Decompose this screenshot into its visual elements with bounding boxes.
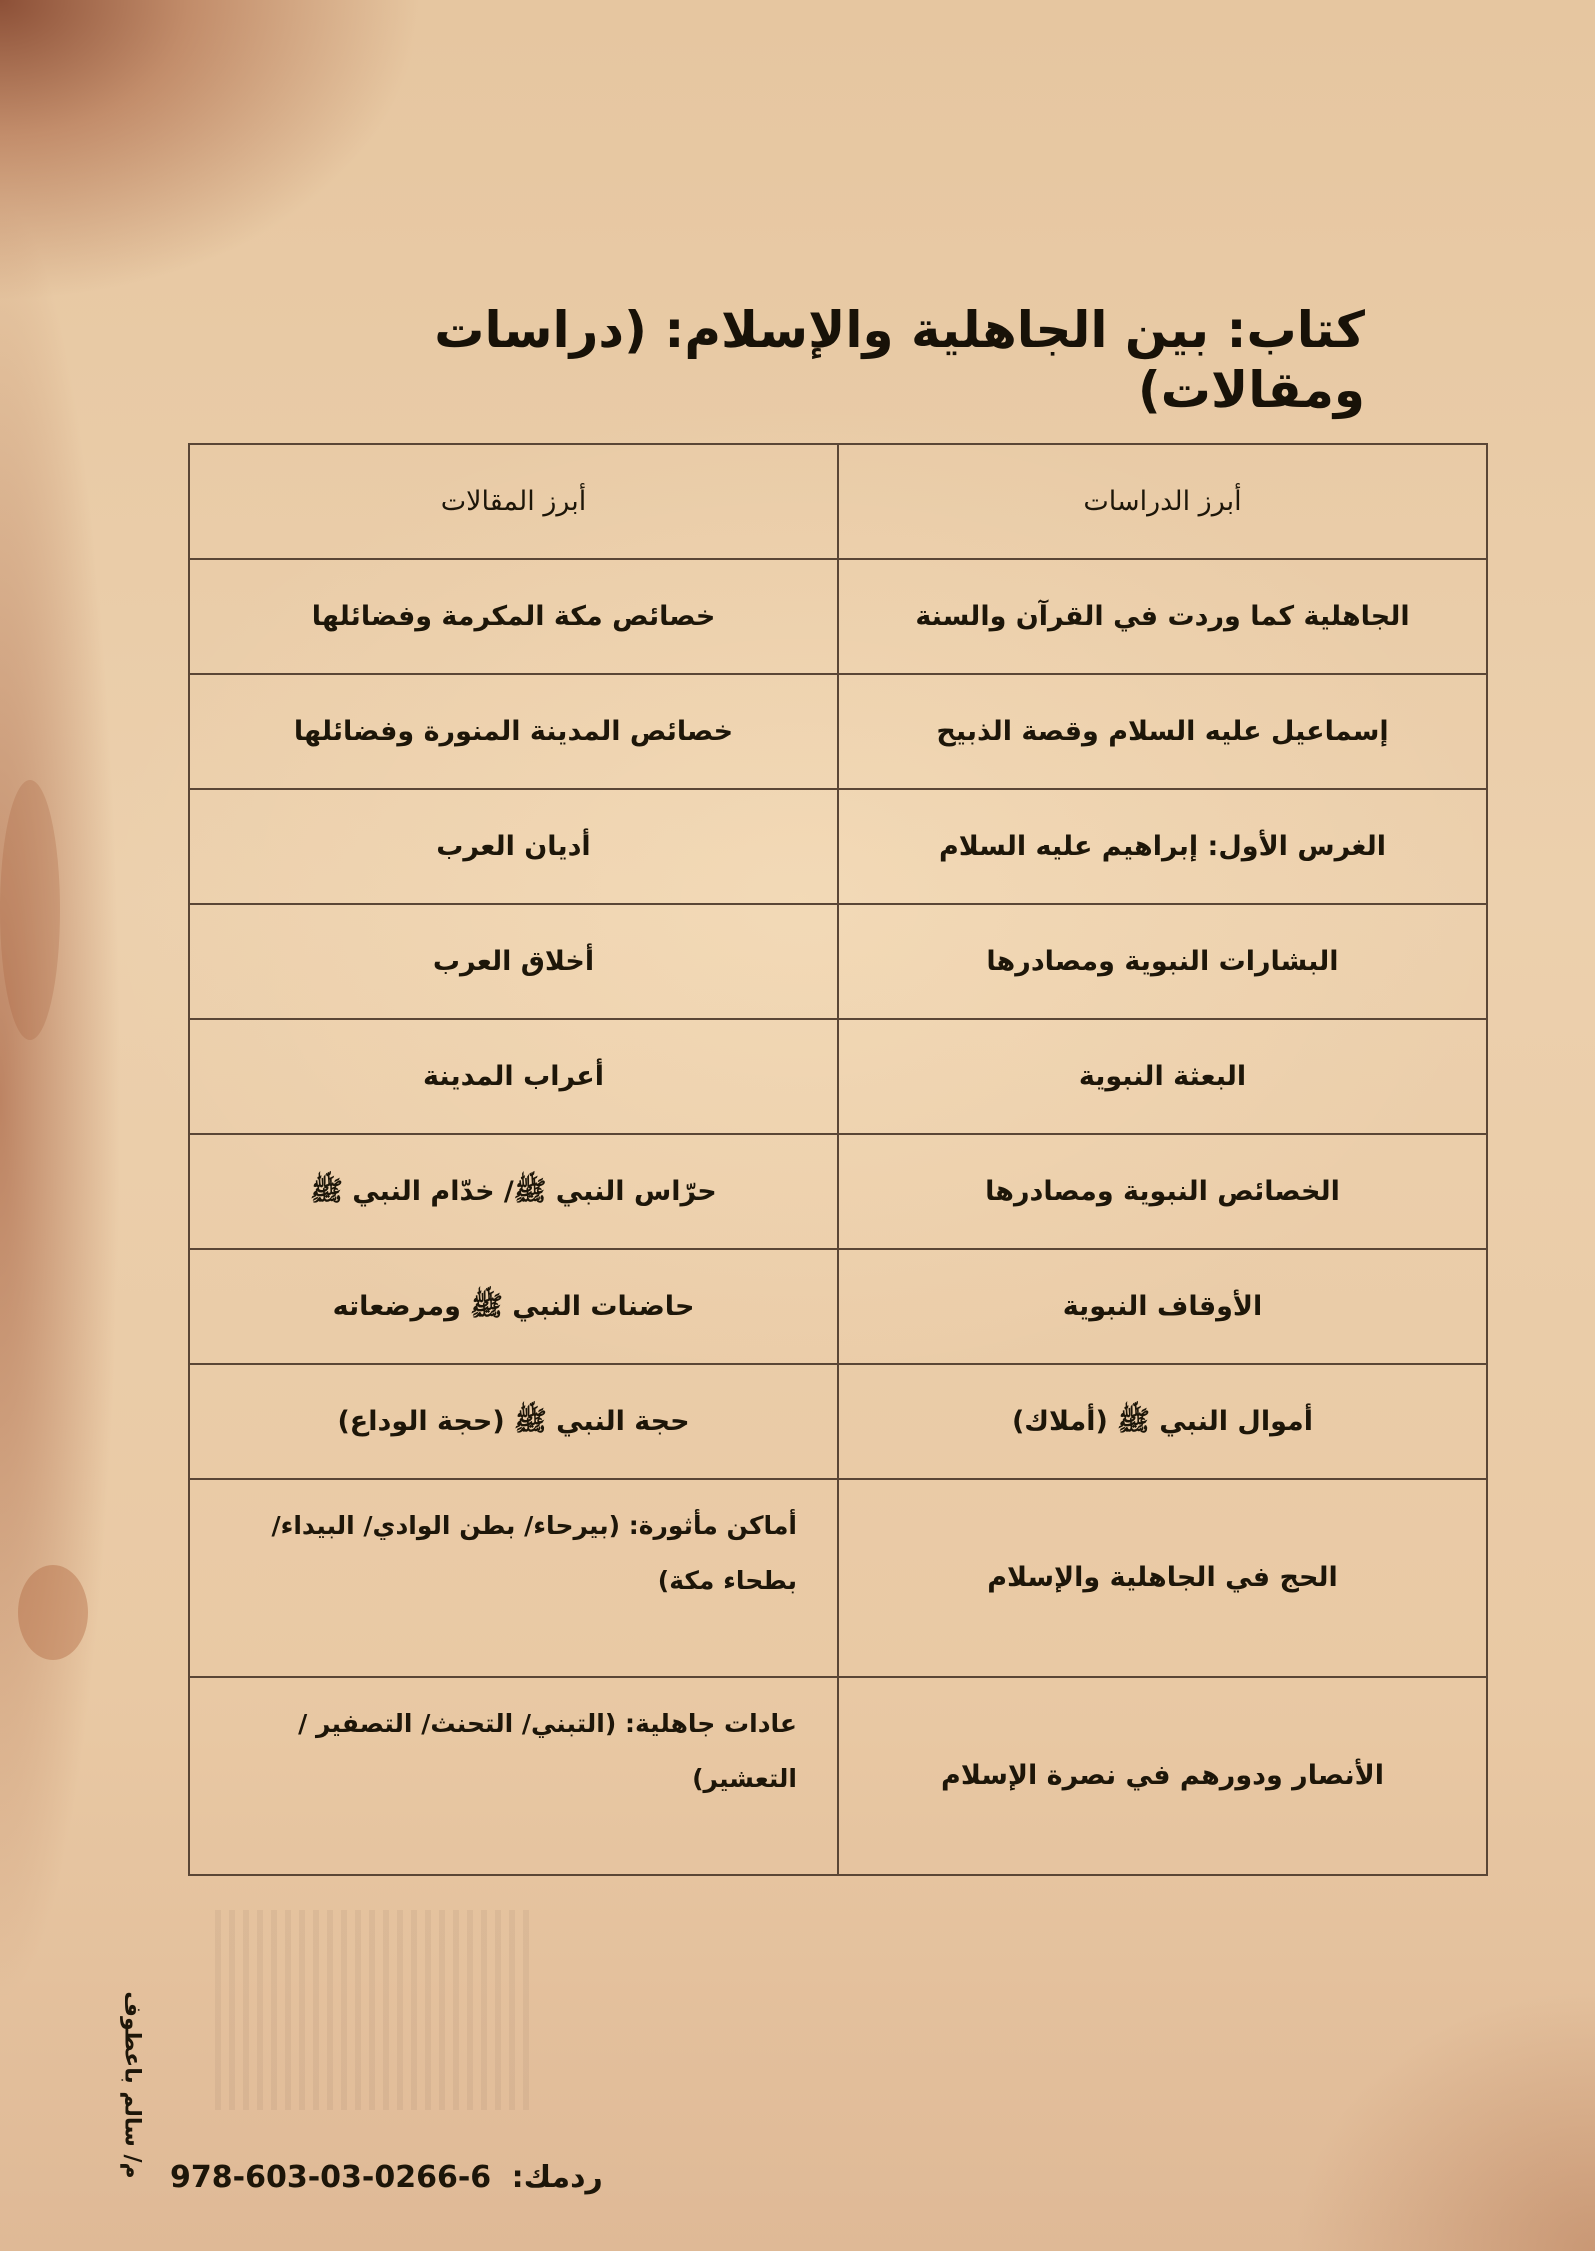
study-cell: إسماعيل عليه السلام وقصة الذبيح — [838, 674, 1487, 789]
header-studies: أبرز الدراسات — [838, 444, 1487, 559]
table-row — [189, 789, 1487, 904]
isbn-number: 978-603-03-0266-6 — [170, 2160, 492, 2195]
study-cell: البشارات النبوية ومصادرها — [838, 904, 1487, 1019]
study-cell: البعثة النبوية — [838, 1019, 1487, 1134]
article-line: عادات جاهلية: (التبني/ التحنث/ التصفير / — [298, 1709, 797, 1738]
article-cell — [189, 1479, 838, 1677]
faded-stamp — [215, 1910, 535, 2110]
article-line: بطحاء مكة) — [657, 1566, 797, 1595]
article-line: التعشير) — [692, 1764, 797, 1793]
water-stain — [0, 780, 60, 1040]
table-row — [189, 559, 1487, 674]
article-cell: حرّاس النبي ﷺ/ خدّام النبي ﷺ — [189, 1134, 838, 1249]
study-cell: الغرس الأول: إبراهيم عليه السلام — [838, 789, 1487, 904]
article-cell: أخلاق العرب — [189, 904, 838, 1019]
article-cell — [189, 1677, 838, 1875]
table-row — [189, 1479, 1487, 1677]
article-cell: خصائص المدينة المنورة وفضائلها — [189, 674, 838, 789]
study-cell: الخصائص النبوية ومصادرها — [838, 1134, 1487, 1249]
table-row — [189, 1019, 1487, 1134]
contents-table — [188, 443, 1488, 1876]
table-row — [189, 674, 1487, 789]
page-title: كتاب: بين الجاهلية والإسلام: (دراسات ومقالات) — [434, 301, 1365, 419]
table-row — [189, 1677, 1487, 1875]
isbn-label: ردمك: — [511, 2160, 603, 2195]
article-cell: أديان العرب — [189, 789, 838, 904]
author-name: م/ سالم باعطوف — [119, 1991, 145, 2179]
table-row — [189, 1364, 1487, 1479]
header-articles: أبرز المقالات — [189, 444, 838, 559]
study-cell: أموال النبي ﷺ (أملاك) — [838, 1364, 1487, 1479]
table-row — [189, 904, 1487, 1019]
study-cell: الجاهلية كما وردت في القرآن والسنة — [838, 559, 1487, 674]
author-credit — [112, 1955, 152, 2215]
isbn-line — [170, 2160, 603, 2195]
article-line: أماكن مأثورة: (بيرحاء/ بطن الوادي/ البيداء/ — [271, 1511, 797, 1540]
table-row — [189, 1249, 1487, 1364]
table-header-row — [189, 444, 1487, 559]
study-cell: الأوقاف النبوية — [838, 1249, 1487, 1364]
article-cell: حاضنات النبي ﷺ ومرضعاته — [189, 1249, 838, 1364]
study-cell: الأنصار ودورهم في نصرة الإسلام — [838, 1677, 1487, 1875]
article-cell: حجة النبي ﷺ (حجة الوداع) — [189, 1364, 838, 1479]
article-cell: خصائص مكة المكرمة وفضائلها — [189, 559, 838, 674]
water-stain — [18, 1565, 88, 1660]
article-cell: أعراب المدينة — [189, 1019, 838, 1134]
study-cell: الحج في الجاهلية والإسلام — [838, 1479, 1487, 1677]
table-row — [189, 1134, 1487, 1249]
